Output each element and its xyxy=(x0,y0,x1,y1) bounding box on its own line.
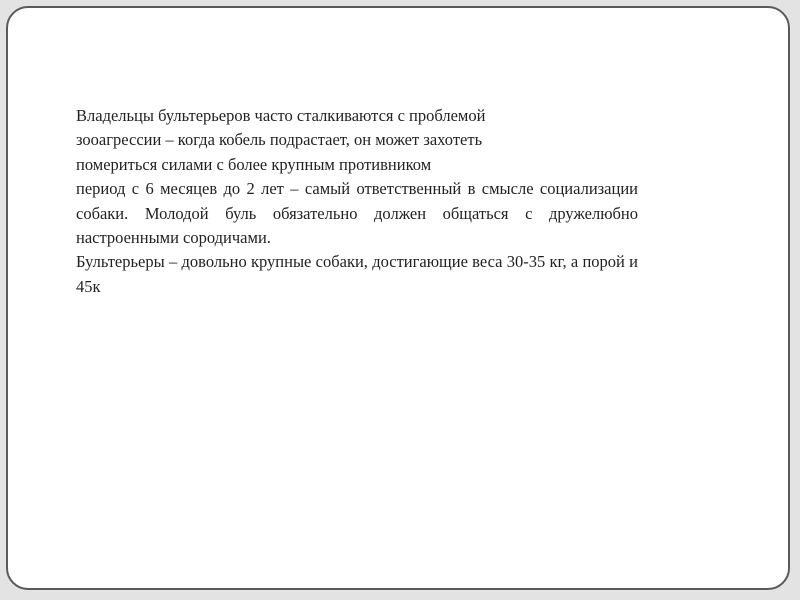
paragraph-1-line-2: зооагрессии – когда кобель подрастает, он может захотеть xyxy=(76,130,483,150)
paragraph-size: Бультерьеры – довольно крупные собаки, достигающие веса 30-35 кг, а порой и 45к xyxy=(76,252,638,296)
paragraph-1-line-3: помериться силами с более крупным противником xyxy=(76,154,432,174)
paragraph-socialization: период с 6 месяцев до 2 лет – самый ответственный в смысле социализации собаки. Молодой буль обязательно должен общаться с дружелюбно настроенными сородичами. xyxy=(76,179,638,248)
paragraph-zooaggression xyxy=(76,104,638,177)
paragraph-1-line-1: Владельцы бультерьеров часто сталкиваются с проблемой xyxy=(76,106,486,125)
slide-frame xyxy=(6,6,790,590)
slide-text-block xyxy=(76,104,638,299)
